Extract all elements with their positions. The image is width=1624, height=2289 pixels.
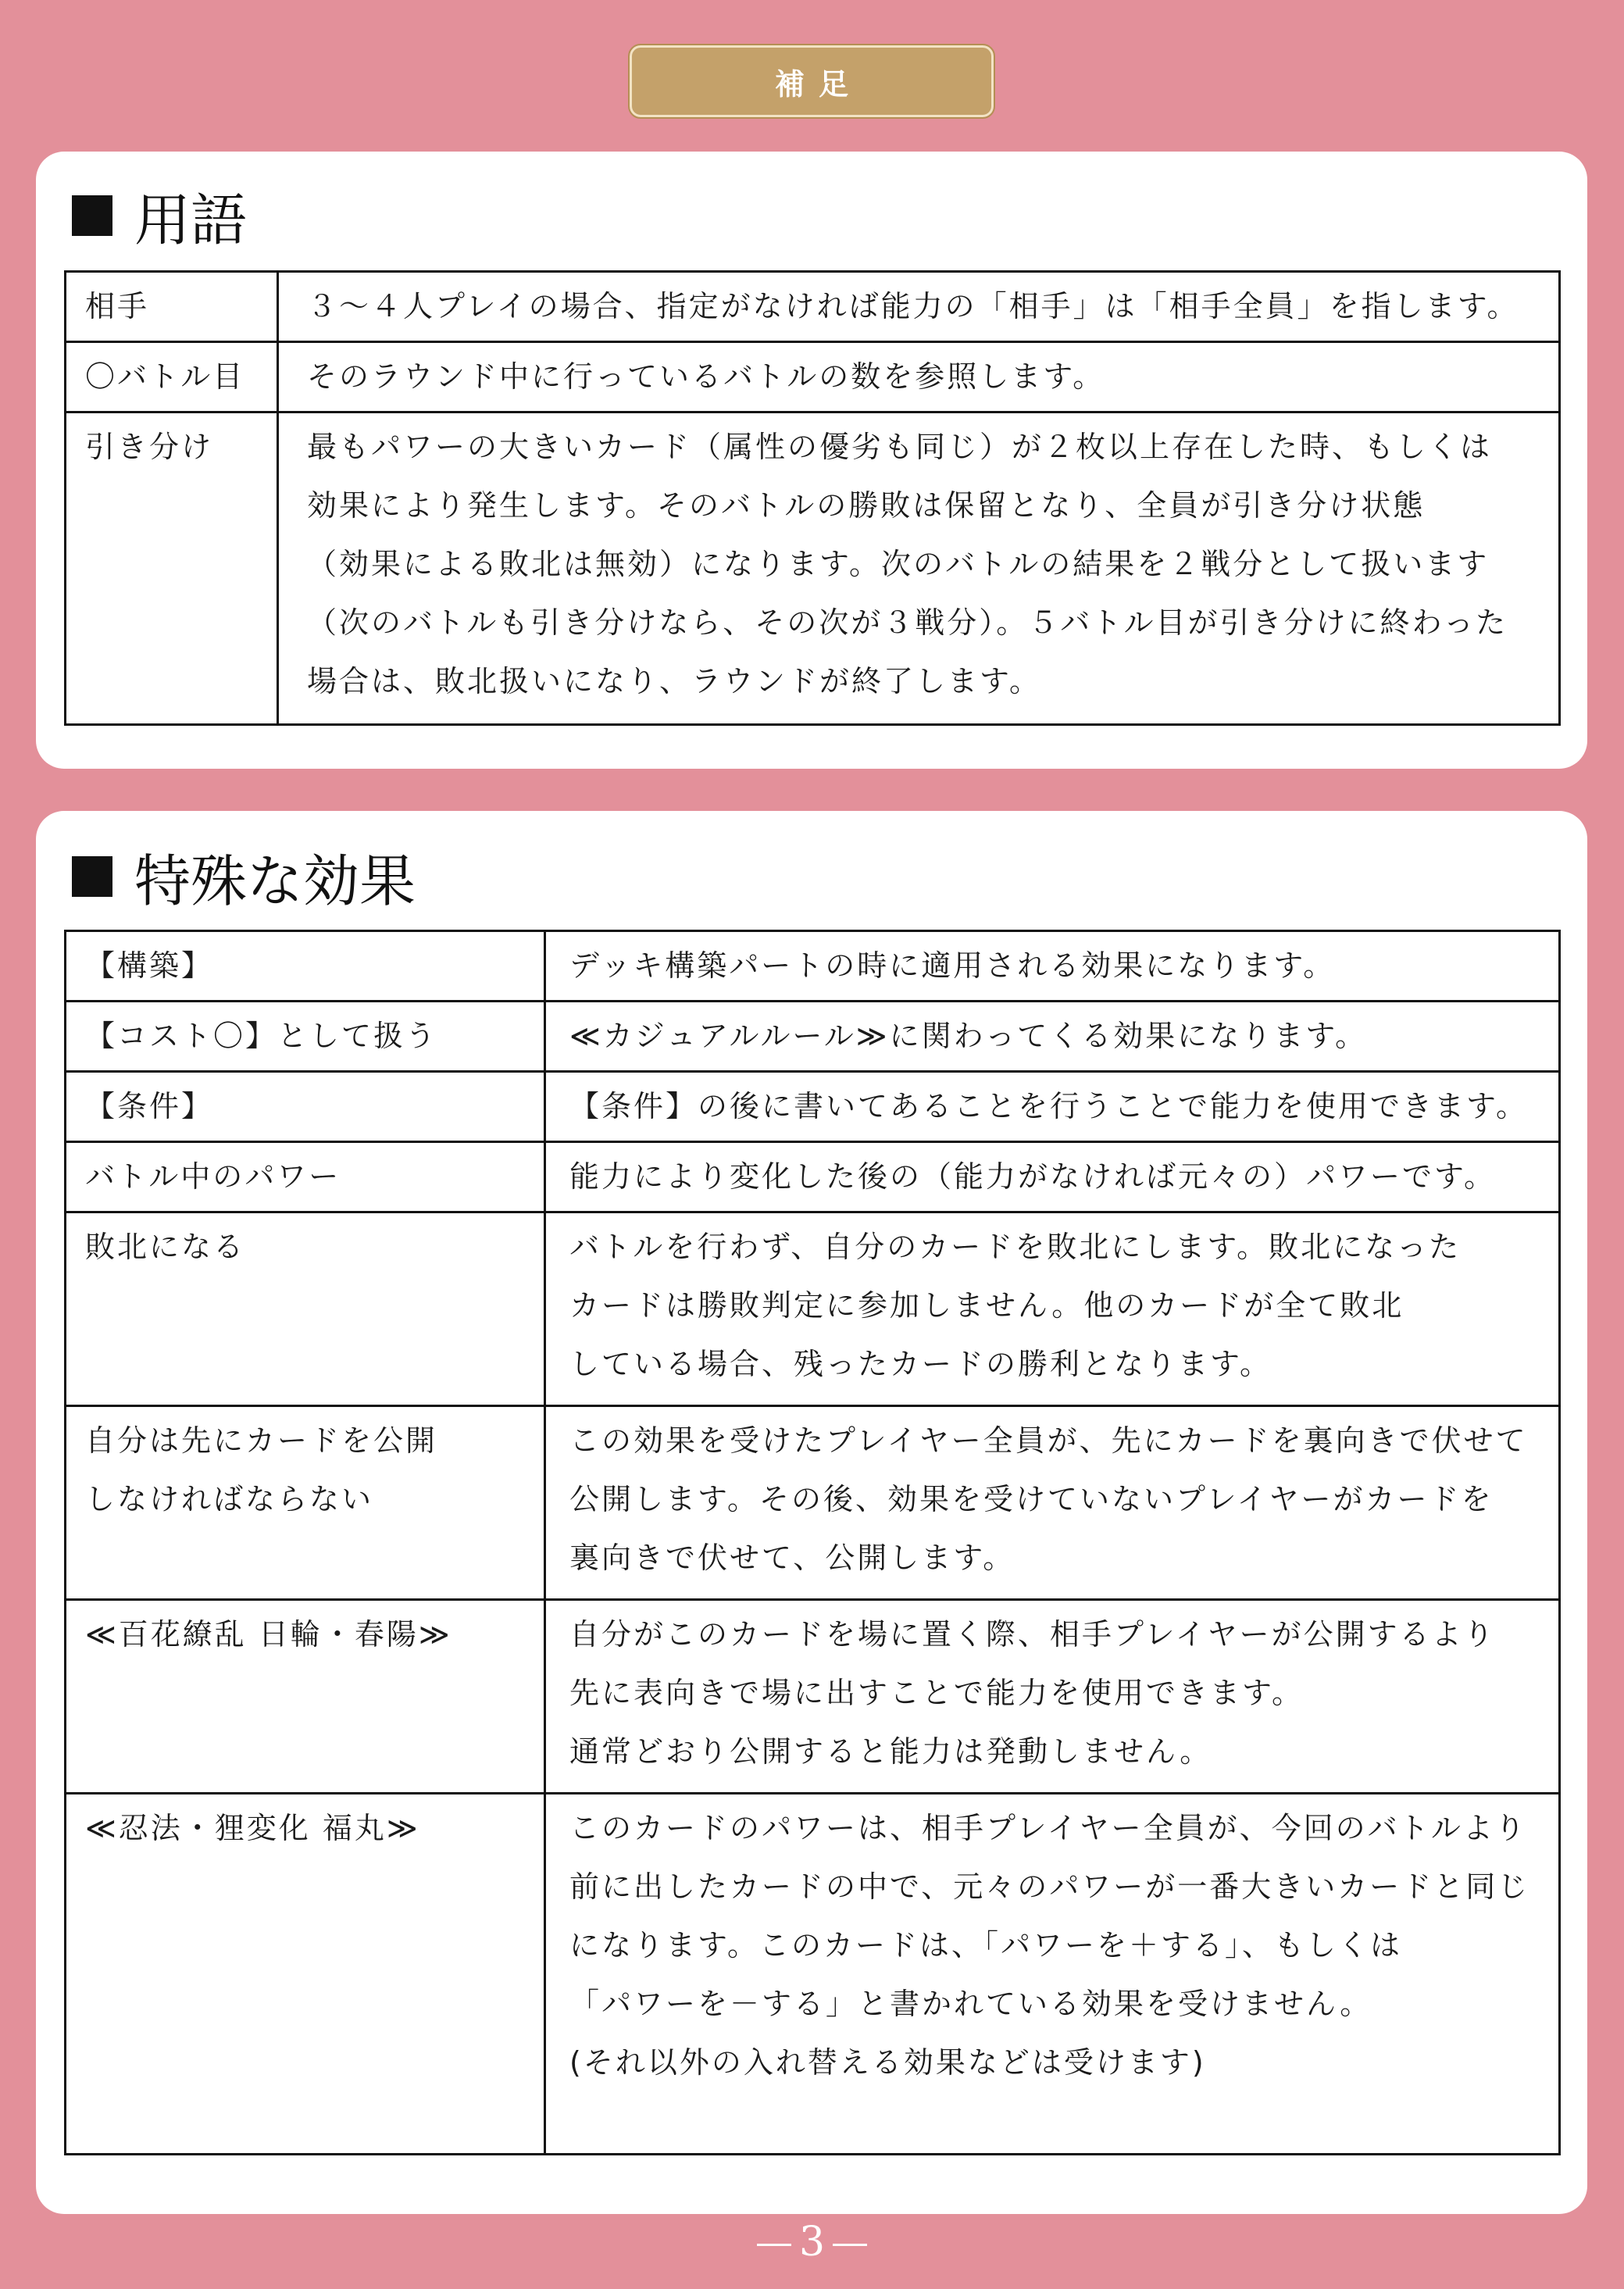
description-cell (545, 931, 1560, 1002)
term-cell: 〇バトル目 (66, 342, 278, 412)
term-cell: 自分は先にカードを公開 しなければならない (66, 1406, 545, 1600)
table-row (66, 272, 1560, 342)
special-effects-table (64, 930, 1561, 2155)
term-cell: 引き分け (66, 412, 278, 725)
glossary-panel (36, 152, 1587, 769)
description-line: バトルを行わず、自分のカードを敗北にします。敗北になった (569, 1230, 1462, 1264)
description-line: ３～４人プレイの場合、指定がなければ能力の「相手」は「相手全員」を指します。 (307, 289, 1519, 323)
description-line: 「パワーを－する」と書かれている効果を受けません。 (569, 1987, 1372, 2021)
description-cell (545, 1142, 1560, 1212)
description-line: 通常どおり公開すると能力は発動しません。 (569, 1734, 1212, 1769)
description-line: になります。このカードは、「パワーを＋する」、もしくは (569, 1928, 1402, 1962)
description-line: デッキ構築パートの時に適用される効果になります。 (569, 948, 1336, 983)
glossary-title: 用語 (134, 187, 248, 253)
special-effects-title: 特殊な効果 (134, 848, 416, 914)
description-line: カードは勝敗判定に参加しません。他のカードが全て敗北 (569, 1288, 1404, 1323)
description-line: 効果により発生します。そのバトルの勝敗は保留となり、全員が引き分け状態 (307, 488, 1426, 523)
description-line: 最もパワーの大きいカード（属性の優劣も同じ）が２枚以上存在した時、もしくは (307, 430, 1493, 464)
description-cell (545, 1002, 1560, 1072)
description-line: (それ以外の入れ替える効果などは受けます) (569, 2045, 1206, 2080)
section-badge-label: 補足 (774, 66, 862, 102)
description-line: 場合は、敗北扱いになり、ラウンドが終了します。 (307, 664, 1041, 698)
special-effects-heading (72, 836, 416, 917)
table-row (66, 1406, 1560, 1600)
description-line: 自分がこのカードを場に置く際、相手プレイヤーが公開するより (569, 1617, 1496, 1652)
description-cell (278, 412, 1560, 725)
table-row (66, 1212, 1560, 1406)
term-cell: 敗北になる (66, 1212, 545, 1406)
page-footer (0, 2219, 1624, 2266)
description-line: ≪カジュアルルール≫に関わってくる効果になります。 (569, 1019, 1368, 1053)
table-row (66, 1002, 1560, 1072)
description-line: している場合、残ったカードの勝利となります。 (569, 1347, 1272, 1381)
table-row (66, 342, 1560, 412)
description-line: 前に出したカードの中で、元々のパワーが一番大きいカードと同じ (569, 1869, 1530, 1904)
description-cell (545, 1406, 1560, 1600)
term-cell: 【条件】 (66, 1072, 545, 1142)
term-cell: 【コスト〇】として扱う (66, 1002, 545, 1072)
section-badge (630, 45, 994, 117)
square-bullet-icon (72, 195, 112, 236)
table-row (66, 1072, 1560, 1142)
footer-dash-left (757, 2244, 791, 2246)
description-line: この効果を受けたプレイヤー全員が、先にカードを裏向きで伏せて (569, 1423, 1528, 1458)
table-row (66, 931, 1560, 1002)
table-row (66, 412, 1560, 725)
description-line: （効果による敗北は無効）になります。次のバトルの結果を２戦分として扱います (307, 547, 1490, 581)
table-row (66, 1142, 1560, 1212)
term-cell: 相手 (66, 272, 278, 342)
term-cell: バトル中のパワー (66, 1142, 545, 1212)
description-cell (545, 1600, 1560, 1794)
description-line: このカードのパワーは、相手プレイヤー全員が、今回のバトルより (569, 1811, 1527, 1845)
description-line: （次のバトルも引き分けなら、その次が３戦分）。５バトル目が引き分けに終わった (307, 605, 1508, 640)
table-row (66, 1600, 1560, 1794)
special-effects-panel (36, 811, 1587, 2214)
description-line: 先に表向きで場に出すことで能力を使用できます。 (569, 1676, 1304, 1710)
description-cell (545, 1072, 1560, 1142)
table-row (66, 1794, 1560, 2155)
glossary-heading (72, 175, 247, 256)
term-cell: 【構築】 (66, 931, 545, 1002)
description-line: 【条件】の後に書いてあることを行うことで能力を使用できます。 (569, 1089, 1528, 1123)
page-number: 3 (798, 2219, 826, 2266)
square-bullet-icon (72, 856, 112, 897)
description-cell (545, 1212, 1560, 1406)
term-cell: ≪百花繚乱 日輪・春陽≫ (66, 1600, 545, 1794)
description-cell (545, 1794, 1560, 2155)
term-cell: ≪忍法・狸変化 福丸≫ (66, 1794, 545, 2155)
description-line: 能力により変化した後の（能力がなければ元々の）パワーです。 (569, 1159, 1496, 1194)
description-line: 裏向きで伏せて、公開します。 (569, 1541, 1015, 1575)
footer-dash-right (833, 2244, 867, 2246)
description-cell (278, 272, 1560, 342)
description-cell (278, 342, 1560, 412)
description-line: そのラウンド中に行っているバトルの数を参照します。 (307, 359, 1105, 394)
description-line: 公開します。その後、効果を受けていないプレイヤーがカードを (569, 1482, 1494, 1516)
glossary-table (64, 270, 1561, 726)
